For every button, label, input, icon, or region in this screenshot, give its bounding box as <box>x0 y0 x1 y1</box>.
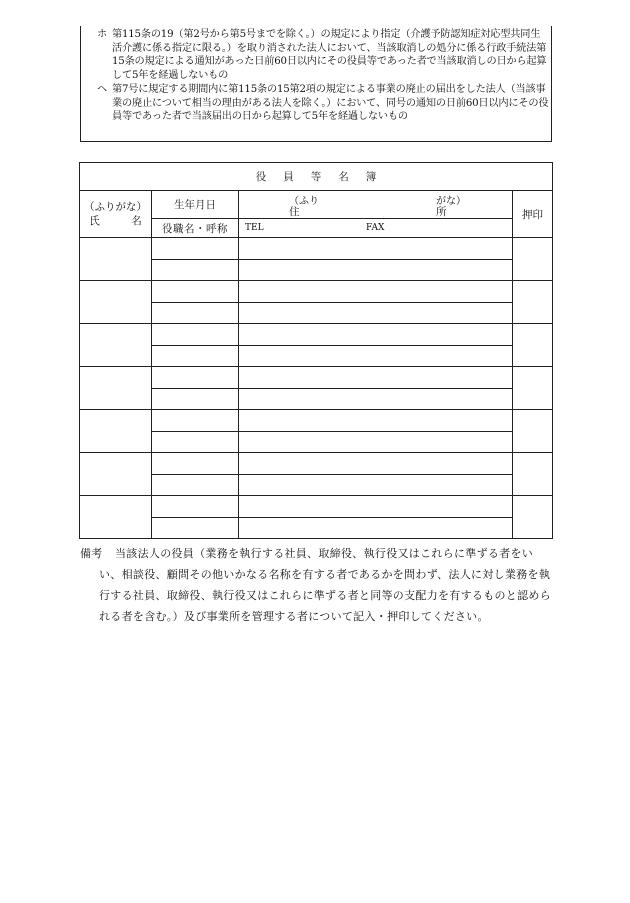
birthdate-cell[interactable] <box>152 281 239 303</box>
telfax-cell[interactable] <box>239 260 513 281</box>
telfax-cell[interactable] <box>239 346 513 367</box>
clause-text: 第7号に規定する期間内に第115条の15第2項の規定による事業の廃止の届出をした法人（当該事業の廃止について相当の理由がある法人を除く。）において、同号の通知の日前60日以内にその役員等であった者で当該届出の日から起算して5年を経過しないもの <box>112 84 549 123</box>
name-cell[interactable] <box>80 367 152 410</box>
role-header: 役職名・呼称 <box>152 219 239 238</box>
remarks-text: 当該法人の役員（業務を執行する社員、取締役、執行役又はこれらに準ずる者をいい、相談役、顧問その他いかなる名称を有する者であるかを問わず、法人に対し業務を執行する社員、取締役、執行役又はこれらに準ずる者と同等の支配力を有するものと認められる者を含む。）及び事業所を管理する者について記入・押印してください。 <box>99 547 551 623</box>
role-cell[interactable] <box>152 475 239 496</box>
seal-cell[interactable] <box>513 324 553 367</box>
role-cell[interactable] <box>152 346 239 367</box>
register-entry-row <box>80 238 553 260</box>
birthdate-cell[interactable] <box>152 324 239 346</box>
seal-cell[interactable] <box>513 238 553 281</box>
seal-cell[interactable] <box>513 453 553 496</box>
role-cell[interactable] <box>152 432 239 453</box>
clauses-box <box>80 26 552 142</box>
birthdate-cell[interactable] <box>152 238 239 260</box>
telfax-header <box>239 219 513 238</box>
tel-label: TEL <box>245 223 264 233</box>
seal-cell[interactable] <box>513 410 553 453</box>
telfax-cell[interactable] <box>239 518 513 539</box>
telfax-cell[interactable] <box>239 475 513 496</box>
clause-he <box>97 83 549 124</box>
address-cell[interactable] <box>239 324 513 346</box>
clause-mark: ヘ <box>97 84 107 95</box>
address-furigana-left: （ふり <box>289 196 319 207</box>
clause-mark: ホ <box>97 29 107 40</box>
register-entry-row <box>80 281 553 303</box>
seal-header: 押印 <box>513 191 553 238</box>
telfax-cell[interactable] <box>239 389 513 410</box>
name-cell[interactable] <box>80 281 152 324</box>
address-header <box>239 191 513 219</box>
register-entry-row <box>80 496 553 518</box>
address-furigana-right: がな） <box>436 196 466 207</box>
name-header <box>80 191 152 238</box>
role-cell[interactable] <box>152 389 239 410</box>
role-cell[interactable] <box>152 518 239 539</box>
name-label: 氏 名 <box>89 215 142 227</box>
remarks <box>80 543 555 627</box>
birthdate-header: 生年月日 <box>152 191 239 219</box>
address-cell[interactable] <box>239 238 513 260</box>
clause-ho <box>97 28 549 82</box>
register-entry-row <box>80 324 553 346</box>
telfax-cell[interactable] <box>239 303 513 324</box>
officer-register-table <box>79 162 553 539</box>
clause-text: 第115条の19（第2号から第5号までを除く。）の規定により指定（介護予防認知症対応型共同生活介護に係る指定に限る。）を取り消された法人において、当該取消しの処分に係る行政手続法第15条の規定による通知があった日前60日以内にその役員等であった者で当該取消しの日から起算して5年を経過しないもの <box>112 29 547 81</box>
name-furigana-label: （ふりがな） <box>84 201 147 213</box>
fax-label: FAX <box>366 223 385 233</box>
name-cell[interactable] <box>80 453 152 496</box>
birthdate-cell[interactable] <box>152 496 239 518</box>
seal-cell[interactable] <box>513 367 553 410</box>
register-entry-row <box>80 453 553 475</box>
address-cell[interactable] <box>239 496 513 518</box>
name-cell[interactable] <box>80 238 152 281</box>
name-cell[interactable] <box>80 496 152 539</box>
register-title: 役員等名簿 <box>80 163 553 191</box>
seal-cell[interactable] <box>513 496 553 539</box>
address-cell[interactable] <box>239 367 513 389</box>
role-cell[interactable] <box>152 303 239 324</box>
address-cell[interactable] <box>239 281 513 303</box>
name-cell[interactable] <box>80 324 152 367</box>
address-label-right: 所 <box>436 206 447 218</box>
register-entry-row <box>80 367 553 389</box>
register-entry-row <box>80 410 553 432</box>
name-cell[interactable] <box>80 410 152 453</box>
birthdate-cell[interactable] <box>152 453 239 475</box>
birthdate-cell[interactable] <box>152 410 239 432</box>
seal-cell[interactable] <box>513 281 553 324</box>
address-label-left: 住 <box>289 206 300 218</box>
address-cell[interactable] <box>239 410 513 432</box>
address-cell[interactable] <box>239 453 513 475</box>
remarks-label: 備考 <box>80 547 103 560</box>
telfax-cell[interactable] <box>239 432 513 453</box>
role-cell[interactable] <box>152 260 239 281</box>
birthdate-cell[interactable] <box>152 367 239 389</box>
